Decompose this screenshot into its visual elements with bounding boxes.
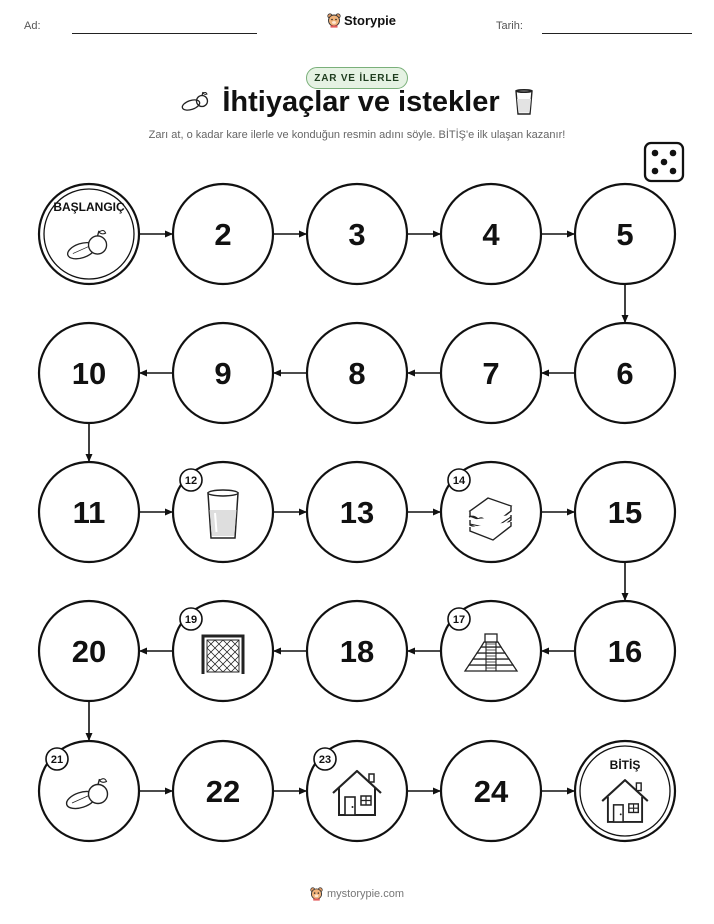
board-space-9[interactable] xyxy=(173,323,273,423)
space-number-badge-text: 21 xyxy=(50,754,64,766)
board-space-19[interactable] xyxy=(173,601,273,701)
space-number: 5 xyxy=(616,217,634,252)
space-number: 16 xyxy=(607,634,643,669)
space-number: 3 xyxy=(348,217,366,252)
bear-mascot-icon xyxy=(310,887,323,901)
space-number: 10 xyxy=(71,356,107,391)
space-number: 4 xyxy=(482,217,500,252)
space-number: 8 xyxy=(348,356,366,391)
board-space-10[interactable] xyxy=(39,323,139,423)
board-space-7[interactable] xyxy=(441,323,541,423)
space-number: 2 xyxy=(214,217,232,252)
finish-label: BİTİŞ xyxy=(609,758,641,772)
board-space-3[interactable] xyxy=(307,184,407,284)
space-number: 11 xyxy=(72,495,106,530)
board-space-5[interactable] xyxy=(575,184,675,284)
board-space-2[interactable] xyxy=(173,184,273,284)
board-space-16[interactable] xyxy=(575,601,675,701)
footer-url: mystorypie.com xyxy=(326,888,405,900)
board-space-14[interactable] xyxy=(441,462,541,562)
board-space-24[interactable] xyxy=(441,741,541,841)
space-number-badge-text: 19 xyxy=(184,614,198,626)
name-label: Ad: xyxy=(24,20,41,32)
instructions: Zarı at, o kadar kare ilerle ve konduğun resmin adını söyle. BİTİŞ'e ilk ulaşan kazanır! xyxy=(148,129,566,141)
board-space-4[interactable] xyxy=(441,184,541,284)
space-number: 7 xyxy=(482,356,500,391)
board-space-21[interactable] xyxy=(39,741,139,841)
dice-five-icon xyxy=(645,143,683,181)
space-number: 9 xyxy=(214,356,232,391)
board-space-18[interactable] xyxy=(307,601,407,701)
board-space-11[interactable] xyxy=(39,462,139,562)
space-number: 13 xyxy=(339,495,375,530)
space-number-badge-text: 14 xyxy=(452,475,466,487)
board-space-23[interactable] xyxy=(307,741,407,841)
footer xyxy=(0,887,714,901)
space-circle xyxy=(39,184,139,284)
board-space-12[interactable] xyxy=(173,462,273,562)
board-space-22[interactable] xyxy=(173,741,273,841)
glass-of-water-icon xyxy=(208,490,238,538)
space-number: 24 xyxy=(473,774,509,809)
board-space-20[interactable] xyxy=(39,601,139,701)
space-circle xyxy=(575,741,675,841)
board-space-13[interactable] xyxy=(307,462,407,562)
board-spaces xyxy=(39,184,675,841)
board-space-25[interactable] xyxy=(575,741,675,841)
board-space-17[interactable] xyxy=(441,601,541,701)
space-number: 18 xyxy=(339,634,375,669)
space-number-badge-text: 23 xyxy=(318,754,332,766)
board-space-8[interactable] xyxy=(307,323,407,423)
space-number: 22 xyxy=(205,774,241,809)
brand-name: Storypie xyxy=(344,13,397,28)
space-number: 6 xyxy=(616,356,634,391)
game-type-badge: ZAR VE İLERLE xyxy=(306,67,408,89)
title-text: İhtiyaçlar ve istekler xyxy=(222,86,500,118)
space-number-badge-text: 12 xyxy=(184,475,198,487)
space-number: 15 xyxy=(607,495,643,530)
start-label: BAŞLANGIÇ xyxy=(53,200,125,214)
date-label: Tarih: xyxy=(496,20,523,32)
board-space-1[interactable] xyxy=(39,184,139,284)
board-space-15[interactable] xyxy=(575,462,675,562)
space-number-badge-text: 17 xyxy=(452,614,466,626)
board-space-6[interactable] xyxy=(575,323,675,423)
space-number: 20 xyxy=(71,634,107,669)
